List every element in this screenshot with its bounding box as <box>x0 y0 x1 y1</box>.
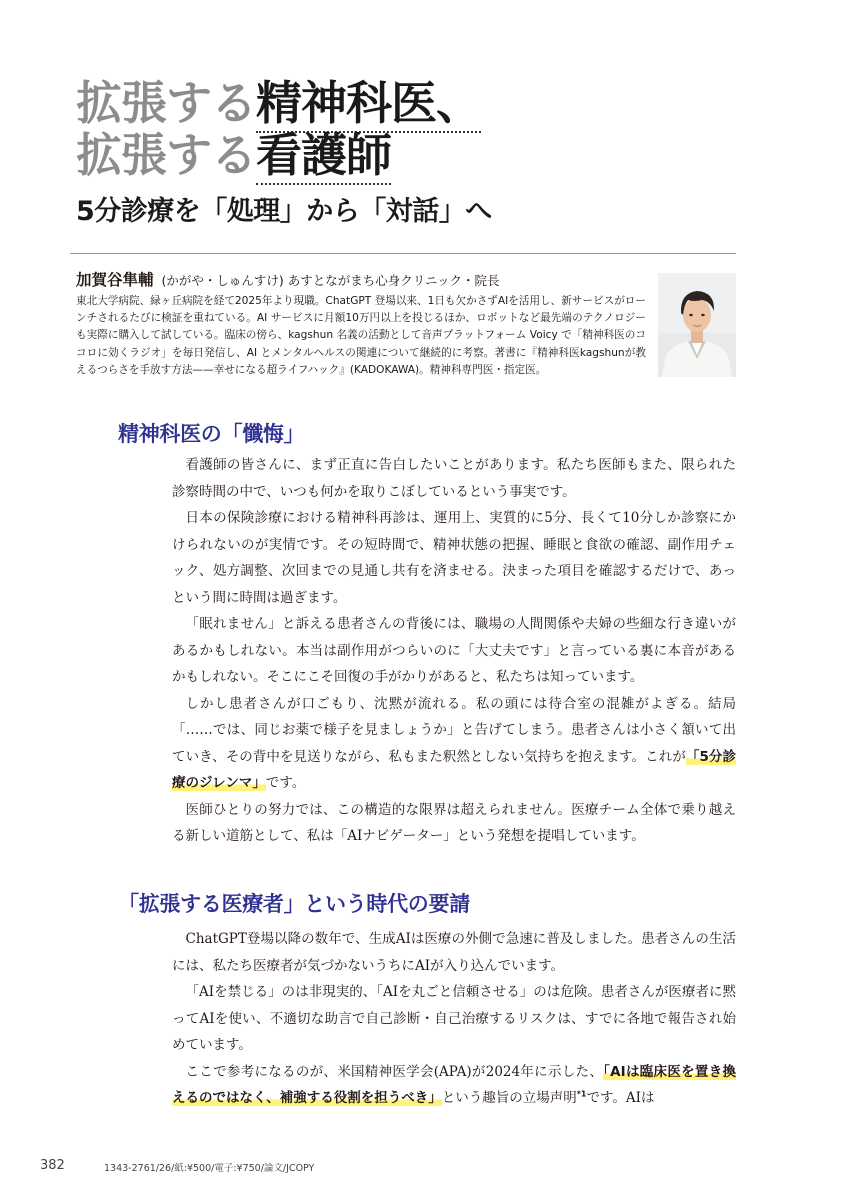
title-line2-black: 看護師 <box>256 128 391 185</box>
section1-paragraph-4 <box>172 691 736 797</box>
author-reading: (かがや・しゅんすけ) <box>161 273 284 288</box>
page-number: 382 <box>40 1158 65 1173</box>
title-line1-gray: 拡張する <box>76 76 256 130</box>
title-divider <box>70 253 736 254</box>
author-name: 加賀谷隼輔 <box>76 271 154 289</box>
publication-info: 1343-2761/26/紙:¥500/電子:¥750/論文/JCOPY <box>104 1163 315 1174</box>
section1-p4-end: です。 <box>265 775 306 791</box>
apa-statement-highlight: 「AIは臨床医を置き換えるのではなく、補強する役割を担うべき」 <box>172 1063 736 1106</box>
author-line <box>76 271 500 290</box>
article-title-line-1 <box>76 78 481 128</box>
section1-paragraph-1: 看護師の皆さんに、まず正直に告白したいことがあります。私たち医師もまた、限られた診察時間の中で、いつも何かを取りこぼしているという事実です。 <box>172 457 736 500</box>
author-bio: 東北大学病院、緑ヶ丘病院を経て2025年より現職。ChatGPT 登場以来、1日も欠かさずAIを活用し、新サービスがローンチされるたびに検証を重ねている。AI サービスに月額10万円以上を投じるほか、ロボットなど最先端のテクノロジーも実際に購入して試している。臨床の傍ら、kagshun 名義の活動として音声プラットフォーム Voicy で「精神科医のココロに効くラジオ」を毎日発信し、AI とメンタルヘルスの関連について継続的に考察。著書に『精神科医kagshunが教えるつらさを手放す方法——幸せになる超ライフハック』(KADOKAWA)。精神科専門医・指定医。 <box>76 295 646 376</box>
dilemma-highlight: 「5分診療のジレンマ」 <box>172 748 736 791</box>
section1-p4-text: しかし患者さんが口ごもり、沈黙が流れる。私の頭には待合室の混雑がよぎる。結局「……では、同じお薬で様子を見ましょうか」と告げてしまう。患者さんは小さく頷いて出ていき、その背中を見送りながら、私もまた釈然としない気持ちを抱えます。これが <box>172 695 736 765</box>
section2-paragraph-3 <box>172 1059 736 1112</box>
author-photo <box>658 273 736 377</box>
section1-paragraph-3: 「眠れません」と訴える患者さんの背後には、職場の人間関係や夫婦の些細な行き違いがあるかもしれない。本当は副作用がつらいのに「大丈夫です」と言っている裏に本音があるかもしれない。そこにこそ回復の手がかりがあると、私たちは知っています。 <box>172 616 736 685</box>
section2-p3-end: です。AIは <box>586 1090 655 1106</box>
title-line1-black: 精神科医、 <box>256 76 481 133</box>
title-line2-gray: 拡張する <box>76 128 256 182</box>
section1-heading: 精神科医の「懺悔」 <box>118 422 305 446</box>
section1-paragraph-2: 日本の保険診療における精神科再診は、運用上、実質的に5分、長くて10分しか診察にかけられないのが実情です。その短時間で、精神状態の把握、睡眠と食欲の確認、副作用チェック、処方調整、次回までの見通し共有を済ませる。決まった項目を確認するだけで、あっという間に時間は過ぎます。 <box>172 510 736 606</box>
section2-body <box>172 926 736 1112</box>
section2-p3-text: ここで参考になるのが、米国精神医学会(APA)が2024年に示した、 <box>185 1063 604 1080</box>
section2-paragraph-2: 「AIを禁じる」のは非現実的、「AIを丸ごと信頼させる」のは危険。患者さんが医療者に黙ってAIを使い、不適切な助言で自己診断・自己治療するリスクは、すでに各地で報告され始めています。 <box>172 984 736 1053</box>
footnote-marker: *1 <box>576 1089 587 1099</box>
author-affiliation: あすとながまち心身クリニック・院長 <box>287 273 500 288</box>
section2-paragraph-1: ChatGPT登場以降の数年で、生成AIは医療の外側で急速に普及しました。患者さんの生活には、私たち医療者が気づかないうちにAIが入り込んでいます。 <box>172 931 736 974</box>
article-subtitle: 5分診療を「処理」から「対話」へ <box>76 196 492 227</box>
article-title-line-2 <box>76 130 391 180</box>
section2-heading: 「拡張する医療者」という時代の要請 <box>118 892 470 916</box>
section1-body <box>172 452 736 850</box>
section1-paragraph-5: 医師ひとりの努力では、この構造的な限界は超えられません。医療チーム全体で乗り越える新しい道筋として、私は「AIナビゲーター」という発想を提唱しています。 <box>172 801 736 844</box>
section2-p3-post: という趣旨の立場声明 <box>441 1090 577 1106</box>
